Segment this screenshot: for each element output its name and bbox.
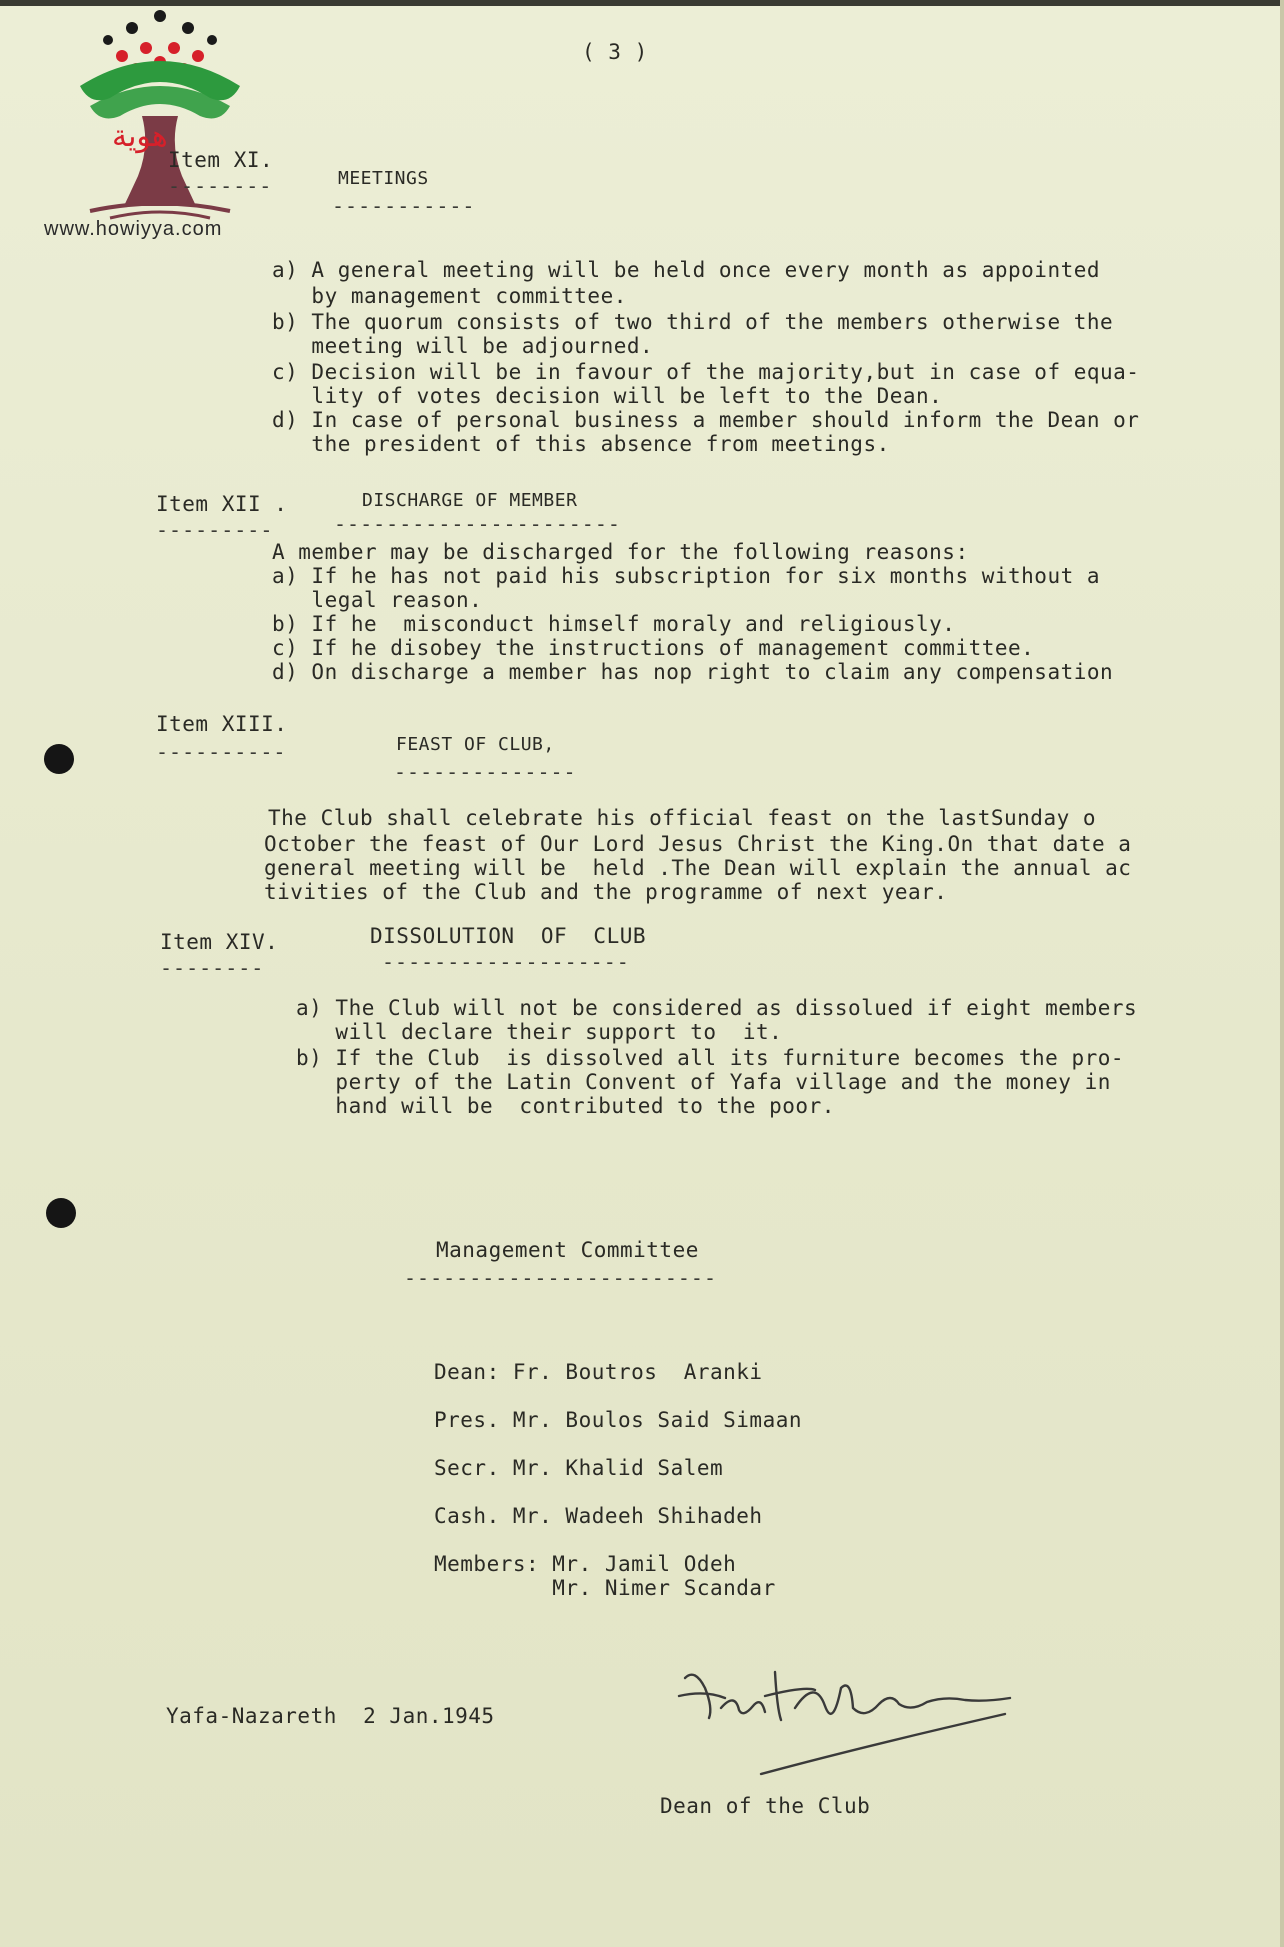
item-xi-line: meeting will be adjourned. (272, 334, 654, 358)
item-xiv-line: will declare their support to it. (296, 1020, 783, 1044)
logo-url: www.howiyya.com (44, 218, 223, 240)
item-xii-line: a) If he has not paid his subscription for six months without a (272, 564, 1101, 588)
item-xiv-line: b) If the Club is dissolved all its furniture becomes the pro- (296, 1046, 1125, 1070)
item-xiii-title: FEAST OF CLUB, (396, 734, 555, 755)
item-xii-line: c) If he disobey the instructions of management committee. (272, 636, 1035, 660)
item-xiii-label: Item XIII. (156, 712, 288, 736)
committee-member: Pres. Mr. Boulos Said Simaan (434, 1408, 803, 1432)
item-xi-line: d) In case of personal business a member should inform the Dean or (272, 408, 1140, 432)
scan-edge (1280, 0, 1284, 1947)
committee-member: Secr. Mr. Khalid Salem (434, 1456, 724, 1480)
item-xiii-line: general meeting will be held .The Dean will explain the annual ac (264, 856, 1132, 880)
committee-member: Members: Mr. Jamil Odeh (434, 1552, 737, 1576)
item-xiv-label: Item XIV. (160, 930, 279, 954)
item-xi-label-underline: -------- (168, 174, 273, 198)
item-xiii-line: tivities of the Club and the programme of next year. (264, 880, 948, 904)
item-xiv-title: DISSOLUTION OF CLUB (370, 924, 647, 948)
item-xiii-label-underline: ---------- (156, 740, 287, 764)
item-xi-title: MEETINGS (338, 168, 429, 189)
committee-member: Mr. Nimer Scandar (434, 1576, 776, 1600)
place-date: Yafa-Nazareth 2 Jan.1945 (166, 1704, 495, 1728)
item-xi-label: Item XI. (168, 148, 274, 172)
item-xiv-label-underline: -------- (160, 956, 265, 980)
item-xiii-line: The Club shall celebrate his official feast on the lastSunday o (268, 806, 1097, 830)
item-xiv-title-underline: ------------------- (382, 950, 630, 974)
item-xi-line: b) The quorum consists of two third of the members otherwise the (272, 310, 1114, 334)
logo-arabic-text: هوية (112, 119, 168, 154)
item-xii-title-underline: ---------------------- (334, 512, 621, 536)
howiyya-logo (50, 6, 273, 246)
item-xii-label-underline: --------- (156, 518, 274, 542)
item-xii-line: legal reason. (272, 588, 483, 612)
item-xi-line: c) Decision will be in favour of the majority,but in case of equa- (272, 360, 1140, 384)
item-xiii-line: October the feast of Our Lord Jesus Christ the King.On that date a (264, 832, 1132, 856)
item-xi-line: a) A general meeting will be held once every month as appointed (272, 258, 1101, 282)
committee-heading: Management Committee (436, 1238, 699, 1262)
item-xii-label: Item XII . (156, 492, 288, 516)
punch-hole (44, 744, 74, 774)
committee-heading-underline: ------------------------ (404, 1266, 717, 1290)
signature-caption: Dean of the Club (660, 1794, 871, 1818)
page-number: ( 3 ) (582, 40, 648, 64)
item-xiv-line: hand will be contributed to the poor. (296, 1094, 835, 1118)
item-xii-line: A member may be discharged for the following reasons: (272, 540, 969, 564)
committee-member: Cash. Mr. Wadeeh Shihadeh (434, 1504, 763, 1528)
punch-hole (46, 1198, 76, 1228)
item-xiv-line: a) The Club will not be considered as dissolued if eight members (296, 996, 1138, 1020)
item-xi-line: by management committee. (272, 284, 627, 308)
committee-member: Dean: Fr. Boutros Aranki (434, 1360, 763, 1384)
item-xii-line: d) On discharge a member has nop right to claim any compensation (272, 660, 1114, 684)
item-xi-line: the president of this absence from meetings. (272, 432, 890, 456)
item-xi-line: lity of votes decision will be left to the Dean. (272, 384, 943, 408)
item-xi-title-underline: ----------- (332, 194, 476, 218)
item-xii-line: b) If he misconduct himself moraly and religiously. (272, 612, 956, 636)
item-xiii-title-underline: -------------- (394, 760, 577, 784)
item-xii-title: DISCHARGE OF MEMBER (362, 490, 578, 511)
item-xiv-line: perty of the Latin Convent of Yafa village and the money in (296, 1070, 1111, 1094)
handwritten-signature (665, 1648, 1025, 1778)
